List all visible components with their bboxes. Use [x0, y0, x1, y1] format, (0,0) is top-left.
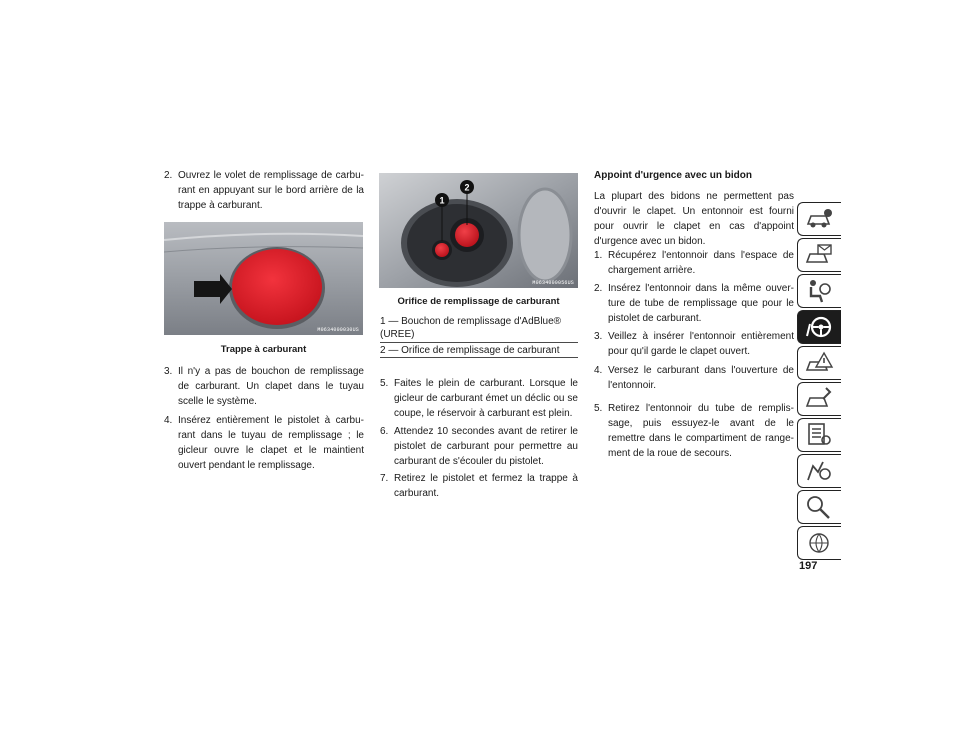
funnel-step-5	[594, 401, 794, 461]
funnel-step-1	[594, 248, 794, 278]
figure-caption: Trappe à carburant	[220, 344, 307, 355]
step-text: Insérez l'entonnoir dans la même ouverture de tube de remplissage que pour le pistolet de carburant.	[608, 283, 794, 324]
legend-item-2: 2 — Orifice de remplissage de carburant	[380, 345, 560, 356]
maintenance-list-icon	[804, 422, 834, 448]
funnel-step-2	[594, 281, 794, 326]
fuel-door-photo	[164, 222, 363, 335]
step-number: 7.	[380, 473, 389, 484]
filler-neck-photo	[379, 173, 578, 288]
language-icon	[804, 530, 834, 556]
step-text: Versez le carburant dans l'ouverture de l'entonnoir.	[608, 365, 794, 391]
step-7	[380, 471, 578, 501]
step-text: Faites le plein de carburant. Lorsque le gicleur de carburant émet un déclic ou se coupe, le réservoir à carburant est plein.	[394, 378, 578, 419]
legend-divider	[380, 342, 578, 343]
step-text: Retirez le pistolet et fermez la trappe à carburant.	[394, 473, 578, 499]
tab-car-dashboard[interactable]	[797, 202, 841, 236]
step-text: Veillez à insérer l'entonnoir entièrement pour qu'il garde le clapet ouvert.	[608, 331, 794, 357]
car-dashboard-icon	[804, 206, 834, 232]
seat-airbag-icon	[804, 278, 834, 304]
image-code: M0634000030US	[317, 327, 359, 333]
tab-search[interactable]	[797, 490, 841, 524]
step-text: Ouvrez le volet de remplissage de carburant en appuyant sur le bord arrière de la trappe à carburant.	[178, 170, 364, 211]
tab-car-warning[interactable]	[797, 346, 841, 380]
step-number: 3.	[164, 366, 173, 377]
step-number: 5.	[380, 378, 389, 389]
section-heading: Appoint d'urgence avec un bidon	[594, 170, 752, 181]
legend-divider	[380, 357, 578, 358]
step-text: Insérez entièrement le pistolet à carburant dans le tuyau de remplissage ; le gicleur ouvre le clapet et le maintient ouvert pendant le remplissage.	[178, 415, 364, 471]
multimedia-icon	[804, 458, 834, 484]
search-icon	[804, 494, 834, 520]
page-number: 197	[799, 560, 818, 572]
step-number: 3.	[594, 331, 603, 342]
step-text: Attendez 10 secondes avant de retirer le pistolet de carburant pour permettre au carburant de s'écouler du pistolet.	[394, 426, 578, 467]
step-number: 4.	[594, 365, 603, 376]
intro-paragraph: La plupart des bidons ne permettent pas d'ouvrir le clapet. Un entonnoir est fourni pour ouvrir le clapet en cas d'appoint d'urgence avec un bidon.	[594, 191, 794, 247]
filler-neck-illustration	[379, 173, 578, 288]
tab-language[interactable]	[797, 526, 841, 560]
step-6	[380, 424, 578, 469]
tab-steering-wheel[interactable]	[797, 310, 841, 344]
tab-car-mail[interactable]	[797, 238, 841, 272]
step-number: 6.	[380, 426, 389, 437]
step-text: Il n'y a pas de bouchon de remplissage de carburant. Un clapet dans le tuyau scelle le système.	[178, 366, 364, 407]
tab-car-service[interactable]	[797, 382, 841, 416]
callout-1-label: 1	[439, 195, 445, 206]
legend-item-1: 1 — Bouchon de remplissage d'AdBlue® (UREE)	[380, 316, 562, 340]
funnel-step-4	[594, 363, 794, 393]
step-4	[164, 413, 364, 473]
step-number: 2.	[164, 170, 173, 181]
car-warning-icon	[804, 350, 834, 376]
step-5	[380, 376, 578, 421]
tab-maintenance-list[interactable]	[797, 418, 841, 452]
step-number: 1.	[594, 250, 603, 261]
tab-multimedia[interactable]	[797, 454, 841, 488]
steering-wheel-icon	[804, 314, 834, 340]
fuel-door-illustration	[164, 222, 363, 335]
car-service-icon	[804, 386, 834, 412]
step-number: 2.	[594, 283, 603, 294]
funnel-step-3	[594, 329, 794, 359]
step-number: 4.	[164, 415, 173, 426]
step-3	[164, 364, 364, 409]
image-code: M0634000056US	[532, 280, 574, 286]
figure-caption: Orifice de remplissage de carburant	[397, 296, 560, 307]
step-text: Retirez l'entonnoir du tube de remplissage, puis essuyez-le avant de le remettre dans le compartiment de rangement de la roue de secours.	[608, 403, 794, 459]
step-number: 5.	[594, 403, 603, 414]
tab-seat-airbag[interactable]	[797, 274, 841, 308]
car-mail-icon	[804, 242, 834, 268]
step-2	[164, 168, 364, 213]
step-text: Récupérez l'entonnoir dans l'espace de chargement arrière.	[608, 250, 794, 276]
callout-2-label: 2	[464, 182, 470, 193]
